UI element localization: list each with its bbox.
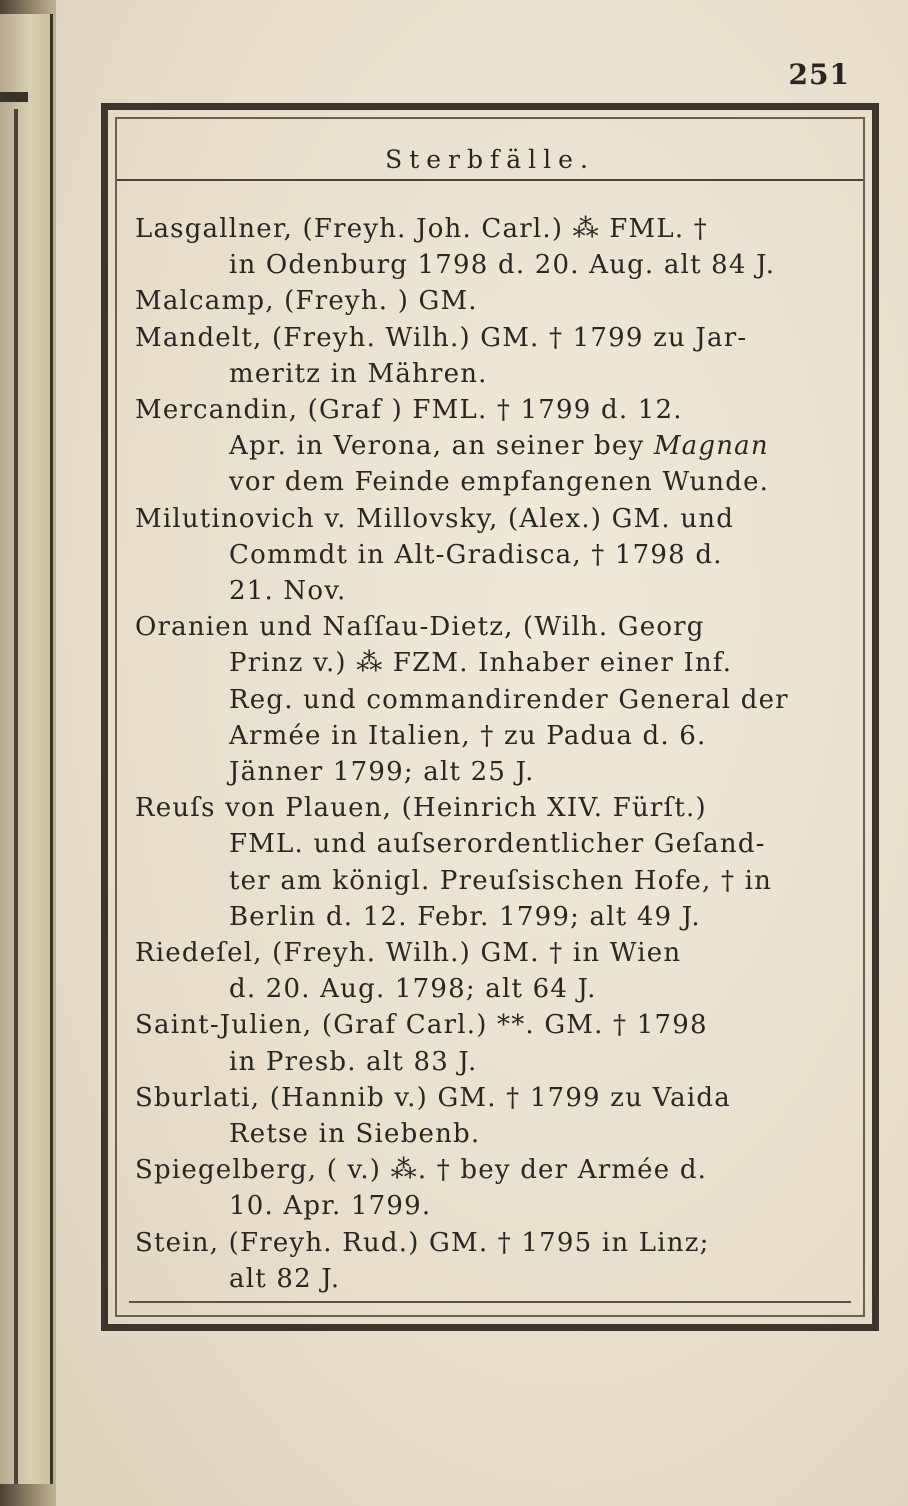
title-bar <box>117 119 863 181</box>
entry-line: in Presb. alt 83 J. <box>229 1046 478 1077</box>
list-item <box>135 935 853 1007</box>
entry-line: Armée in Italien, † zu Padua d. 6. <box>229 720 707 751</box>
entry-line: 21. Nov. <box>229 576 347 607</box>
entry-italic-name: Magnan <box>653 431 769 462</box>
entry-line: Mandelt, (Freyh. Wilh.) GM. † 1799 zu Jar- <box>135 322 748 353</box>
entry-line: Berlin d. 12. Febr. 1799; alt 49 J. <box>229 901 701 932</box>
entry-line: Mercandin, (Graf ) FML. † 1799 d. 12. <box>135 395 683 426</box>
entry-line: Stein, (Freyh. Rud.) GM. † 1795 in Linz; <box>135 1227 710 1258</box>
list-item <box>135 283 853 319</box>
list-item <box>135 392 853 501</box>
list-item <box>135 1152 853 1224</box>
page-frame-inner <box>115 117 865 1317</box>
entry-line: FML. und auſserordentlicher Geſand- <box>229 829 766 860</box>
entry-line: Retse in Siebenb. <box>229 1119 481 1150</box>
list-item <box>135 501 853 610</box>
entry-line: 10. Apr. 1799. <box>229 1191 432 1222</box>
list-item <box>135 1007 853 1079</box>
entry-list <box>135 211 853 1297</box>
list-item <box>135 320 853 392</box>
section-title: Sterbfälle. <box>385 145 595 174</box>
entry-line: in Odenburg 1798 d. 20. Aug. alt 84 J. <box>229 250 776 281</box>
entry-line: meritz in Mähren. <box>229 358 488 389</box>
entry-line: Riedeſel, (Freyh. Wilh.) GM. † in Wien <box>135 938 682 969</box>
entry-line-text: Apr. in Verona, an seiner bey <box>229 431 654 462</box>
entry-line: Commdt in Alt-Gradisca, † 1798 d. <box>229 539 723 570</box>
entry-line: Lasgallner, (Freyh. Joh. Carl.) ⁂ FML. † <box>135 214 708 244</box>
page-number: 251 <box>788 58 850 91</box>
list-item <box>135 1225 853 1297</box>
entry-line: vor dem Feinde empfangenen Wunde. <box>229 467 770 498</box>
entry-line: Reuſs von Plauen, (Heinrich XIV. Fürſt.) <box>135 793 707 824</box>
previous-page-frame-line <box>14 109 18 1484</box>
entry-line: d. 20. Aug. 1798; alt 64 J. <box>229 974 597 1005</box>
bottom-rule <box>129 1301 851 1303</box>
list-item <box>135 1080 853 1152</box>
entry-line: Milutinovich v. Millovsky, (Alex.) GM. und <box>135 503 735 534</box>
entry-line: Saint-Julien, (Graf Carl.) **. GM. † 1798 <box>135 1010 708 1041</box>
list-item <box>135 609 853 790</box>
entry-line: ter am königl. Preuſsischen Hofe, † in <box>229 865 773 896</box>
entry-line: Oranien und Naſſau-Dietz, (Wilh. Georg <box>135 612 705 643</box>
entry-line: alt 82 J. <box>229 1263 341 1294</box>
entry-line: Sburlati, (Hannib v.) GM. † 1799 zu Vaida <box>135 1082 731 1113</box>
list-item <box>135 790 853 935</box>
previous-page-edge <box>0 14 53 1484</box>
entry-line: Jänner 1799; alt 25 J. <box>229 757 535 788</box>
list-item <box>135 211 853 283</box>
book-page <box>56 0 908 1506</box>
entry-line: Prinz v.) ⁂ FZM. Inhaber einer Inf. <box>229 648 733 679</box>
previous-page-rule <box>0 92 28 102</box>
page-frame <box>101 103 879 1331</box>
entry-line: Reg. und commandirender General der <box>229 684 789 715</box>
entry-line: Spiegelberg, ( v.) ⁂. † bey der Armée d. <box>135 1155 708 1186</box>
entry-line: Malcamp, (Freyh. ) GM. <box>135 286 478 317</box>
entry-line <box>135 428 853 464</box>
